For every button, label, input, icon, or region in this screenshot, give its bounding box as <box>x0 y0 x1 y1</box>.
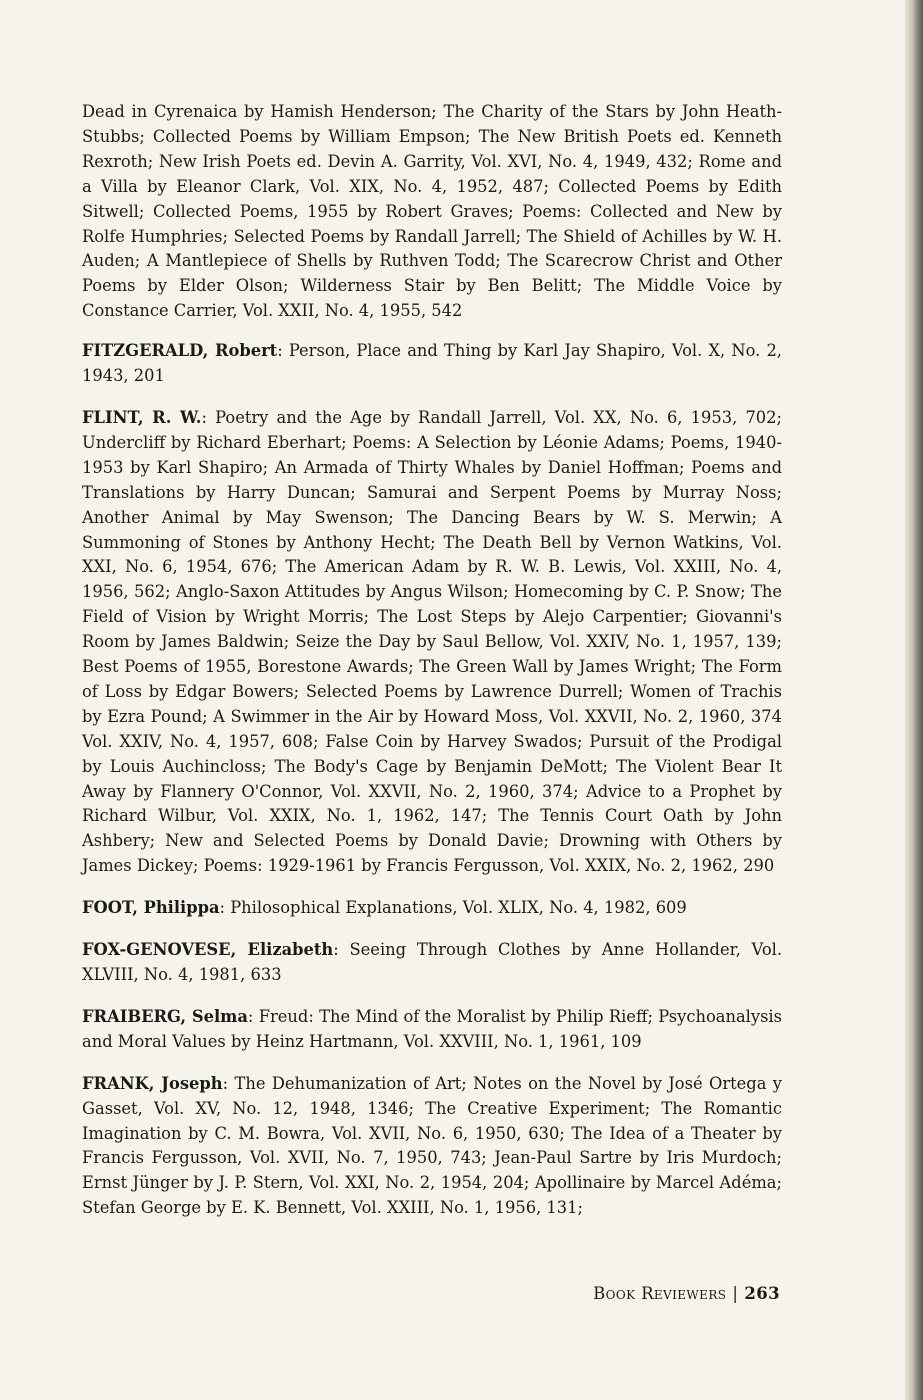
footer-separator: | <box>732 1284 739 1303</box>
entry-text: : Person, Place and Thing by Karl Jay Shapiro, Vol. X, No. 2, 1943, 201 <box>82 341 782 386</box>
entry-text: : Philosophical Explanations, Vol. XLIX, No. 4, 1982, 609 <box>219 898 687 918</box>
entry-text: Dead in Cyrenaica by Hamish Henderson; The Charity of the Stars by John Heath-Stubbs; Collected Poems by William Empson; The New British Poets ed. Kenneth Rexroth; New Irish Poets ed. Devin A. Garrity, Vol. XVI, No. 4, 1949, 432; Rome and a Villa by Eleanor Clark, Vol. XIX, No. 4, 1952, 487; Collected Poems by Edith Sitwell; Collected Poems, 1955 by Robert Graves; Poems: Collected and New by Rolfe Humphries; Selected Poems by Randall Jarrell; The Shield of Achilles by W. H. Auden; A Mantlepiece of Shells by Ruthven Todd; The Scarecrow Christ and Other Poems by Elder Olson; Wilderness Stair by Ben Belitt; The Middle Voice by Constance Carrier, Vol. XXII, No. 4, 1955, 542 <box>82 102 782 321</box>
entry-flint <box>82 406 782 879</box>
entry-frank <box>82 1072 782 1221</box>
reviewer-index-text <box>82 100 782 1238</box>
entry-text: : Seeing Through Clothes by Anne Hollander, Vol. XLVIII, No. 4, 1981, 633 <box>82 940 783 984</box>
entry-text: : The Dehumanization of Art; Notes on the Novel by José Ortega y Gasset, Vol. XV, No. 12, 1948, 1346; The Creative Experiment; The Romantic Imagination by C. M. Bowra, Vol. XVII, No. 6, 1950, 630; The Idea of a Theater by Francis Fergusson, Vol. XVII, No. 7, 1950, 743; Jean-Paul Sartre by Iris Murdoch; Ernst Jünger by J. P. Stern, Vol. XXI, No. 2, 1954, 204; Apollinaire by Marcel Adéma; Stefan George by E. K. Bennett, Vol. XXIII, No. 1, 1956, 131; <box>82 1073 782 1218</box>
reviewer-name: FOX-GENOVESE, Elizabeth <box>82 940 334 960</box>
section-title: Book Reviewers <box>593 1284 727 1303</box>
running-footer <box>593 1284 780 1303</box>
entry-text: : Freud: The Mind of the Moralist by Philip Rieff; Psychoanalysis and Moral Values by Heinz Hartmann, Vol. XXVIII, No. 1, 1961, 109 <box>82 1006 782 1051</box>
reviewer-name: FRANK, Joseph <box>82 1073 223 1093</box>
entry-fox-genovese <box>82 938 782 988</box>
reviewer-name: FOOT, Philippa <box>82 898 220 918</box>
entry-continued <box>82 100 782 324</box>
entry-fraiberg <box>82 1005 782 1055</box>
reviewer-name: FITZGERALD, Robert <box>82 341 278 361</box>
entry-fitzgerald <box>82 339 782 389</box>
page-number: 263 <box>744 1284 780 1303</box>
reviewer-name: FRAIBERG, Selma <box>82 1006 248 1026</box>
page-edge-shadow <box>905 0 923 1400</box>
entry-foot <box>82 896 782 921</box>
entry-text: : Poetry and the Age by Randall Jarrell, Vol. XX, No. 6, 1953, 702; Undercliff by Richard Eberhart; Poems: A Selection by Léonie Adams; Poems, 1940-1953 by Karl Shapiro; An Armada of Thirty Whales by Daniel Hoffman; Poems and Translations by Harry Duncan; Samurai and Serpent Poems by Murray Noss; Another Animal by May Swenson; The Dancing Bears by W. S. Merwin; A Summoning of Stones by Anthony Hecht; The Death Bell by Vernon Watkins, Vol. XXI, No. 6, 1954, 676; The American Adam by R. W. B. Lewis, Vol. XXIII, No. 4, 1956, 562; Anglo-Saxon Attitudes by Angus Wilson; Homecoming by C. P. Snow; The Field of Vision by Wright Morris; The Lost Steps by Alejo Carpentier; Giovanni's Room by James Baldwin; Seize the Day by Saul Bellow, Vol. XXIV, No. 1, 1957, 139; Best Poems of 1955, Borestone Awards; The Green Wall by James Wright; The Form of Loss by Edgar Bowers; Selected Poems by Lawrence Durrell; Women of Trachis by Ezra Pound; A Swimmer in the Air by Howard Moss, Vol. XXVII, No. 2, 1960, 374 Vol. XXIV, No. 4, 1957, 608; False Coin by Harvey Swados; Pursuit of the Prodigal by Louis Auchincloss; The Body's Cage by Benjamin DeMott; The Violent Bear It Away by Flannery O'Connor, Vol. XXVII, No. 2, 1960, 374; Advice to a Prophet by Richard Wilbur, Vol. XXIX, No. 1, 1962, 147; The Tennis Court Oath by John Ashbery; New and Selected Poems by Donald Davie; Drowning with Others by James Dickey; Poems: 1929-1961 by Francis Fergusson, Vol. XXIX, No. 2, 1962, 290 <box>82 407 782 876</box>
reviewer-name: FLINT, R. W. <box>82 407 202 427</box>
